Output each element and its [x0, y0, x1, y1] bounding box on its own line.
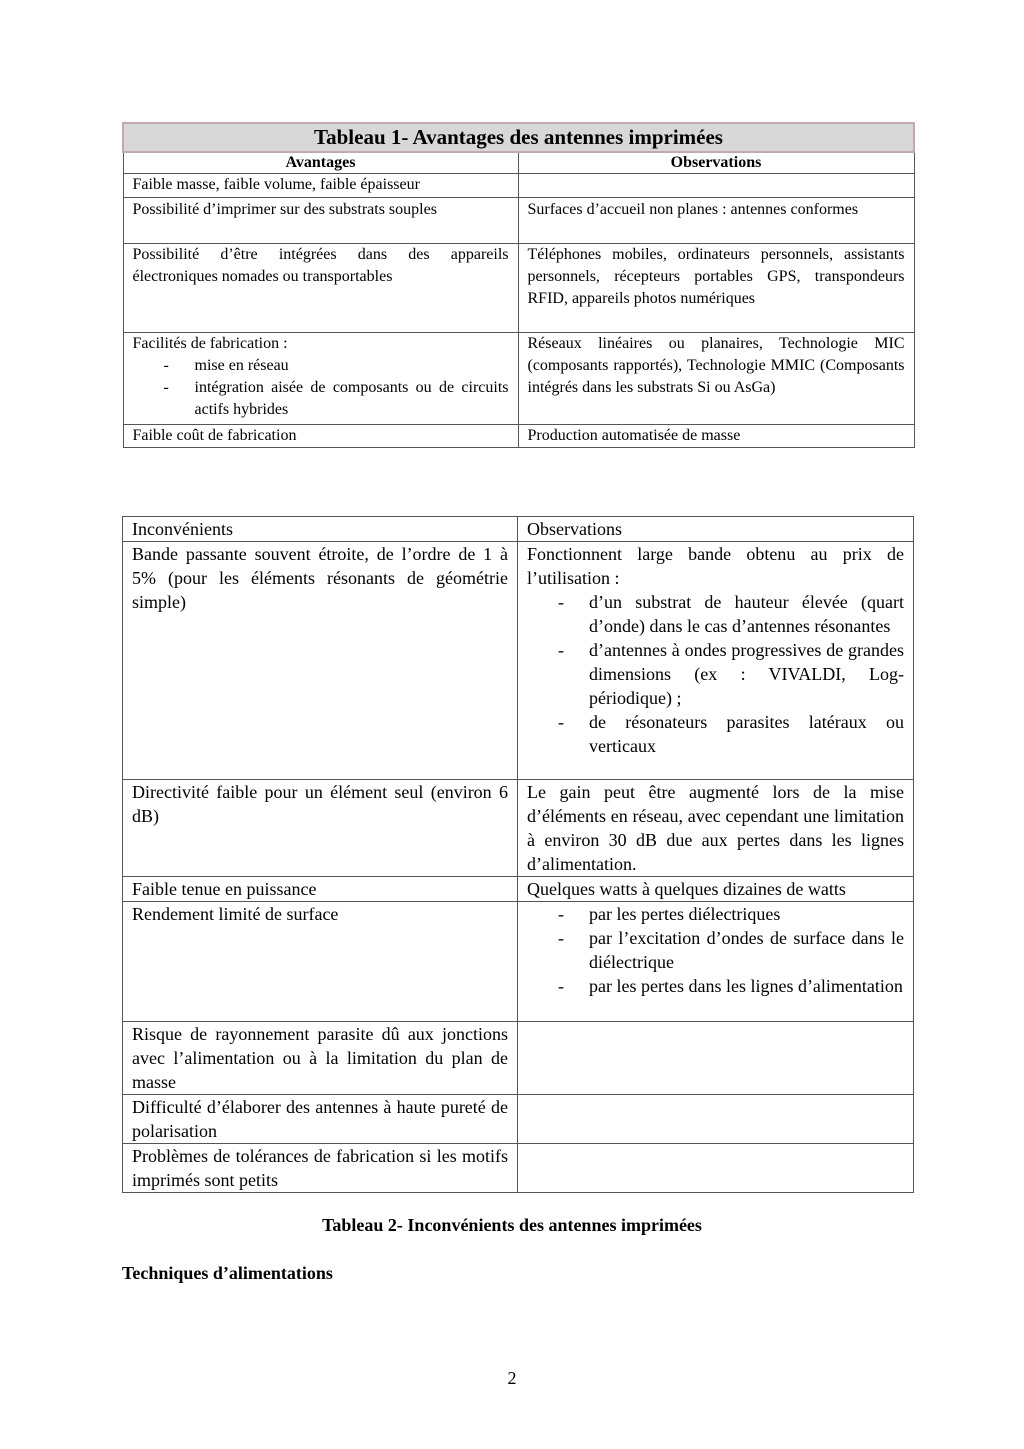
observation-cell — [518, 1022, 914, 1095]
table-row — [123, 780, 914, 877]
table-row — [123, 877, 914, 902]
table-row — [123, 198, 914, 244]
table-row — [123, 902, 914, 1022]
table-row — [123, 333, 914, 425]
observation-list — [527, 902, 904, 998]
advantage-cell: Possibilité d’être intégrées dans des appareils électroniques nomades ou transportables — [123, 244, 518, 333]
drawbacks-table — [122, 516, 914, 1193]
column-header-drawbacks: Inconvénients — [123, 517, 518, 542]
drawback-cell: Rendement limité de surface — [123, 902, 518, 1022]
observation-cell: Quelques watts à quelques dizaines de watts — [518, 877, 914, 902]
observation-intro: Fonctionnent large bande obtenu au prix de l’utilisation : — [527, 544, 904, 588]
list-item: - par l’excitation d’ondes de surface dans le diélectrique — [527, 926, 904, 974]
drawback-cell: Directivité faible pour un élément seul (environ 6 dB) — [123, 780, 518, 877]
observation-cell: Téléphones mobiles, ordinateurs personnels, assistants personnels, récepteurs portables GPS, transpondeurs RFID, appareils photos numériques — [518, 244, 914, 333]
drawback-cell: Risque de rayonnement parasite dû aux jonctions avec l’alimentation ou à la limitation du plan de masse — [123, 1022, 518, 1095]
table-row — [123, 244, 914, 333]
table-row — [123, 542, 914, 780]
table1-title: Tableau 1- Avantages des antennes imprimées — [123, 123, 914, 152]
advantage-cell: Possibilité d’imprimer sur des substrats souples — [123, 198, 518, 244]
column-header-observations: Observations — [518, 152, 914, 174]
table-header-row — [123, 517, 914, 542]
advantage-list — [133, 355, 509, 421]
observation-cell — [518, 542, 914, 780]
table-row — [123, 1095, 914, 1144]
list-item: - de résonateurs parasites latéraux ou verticaux — [527, 710, 904, 758]
table-row — [123, 1022, 914, 1095]
column-header-observations: Observations — [518, 517, 914, 542]
list-item: - intégration aisée de composants ou de circuits actifs hybrides — [133, 377, 509, 421]
advantage-cell: Faible masse, faible volume, faible épaisseur — [123, 174, 518, 198]
observation-cell — [518, 174, 914, 198]
list-item: - d’antennes à ondes progressives de grandes dimensions (ex : VIVALDI, Log-périodique) ; — [527, 638, 904, 710]
table-row — [123, 425, 914, 448]
advantages-table — [122, 122, 915, 448]
column-header-advantages: Avantages — [123, 152, 518, 174]
list-item: - par les pertes dans les lignes d’alimentation — [527, 974, 904, 998]
list-item: - par les pertes diélectriques — [527, 902, 904, 926]
list-item: - mise en réseau — [133, 355, 509, 377]
table-title-row — [123, 123, 914, 152]
list-item: - d’un substrat de hauteur élevée (quart d’onde) dans le cas d’antennes résonantes — [527, 590, 904, 638]
advantage-cell — [123, 333, 518, 425]
observation-cell: Le gain peut être augmenté lors de la mise d’éléments en réseau, avec cependant une limitation à environ 30 dB due aux pertes dans les lignes d’alimentation. — [518, 780, 914, 877]
section-heading: Techniques d’alimentations — [122, 1263, 333, 1283]
drawback-cell: Faible tenue en puissance — [123, 877, 518, 902]
observation-cell: Production automatisée de masse — [518, 425, 914, 448]
table-header-row — [123, 152, 914, 174]
observation-cell: Surfaces d’accueil non planes : antennes conformes — [518, 198, 914, 244]
drawback-cell: Problèmes de tolérances de fabrication si les motifs imprimés sont petits — [123, 1144, 518, 1193]
page-number: 2 — [507, 1368, 517, 1388]
drawback-cell: Bande passante souvent étroite, de l’ordre de 1 à 5% (pour les éléments résonants de géométrie simple) — [123, 542, 518, 780]
table-row — [123, 174, 914, 198]
observation-cell — [518, 1144, 914, 1193]
observation-cell: Réseaux linéaires ou planaires, Technologie MIC (composants rapportés), Technologie MMIC (Composants intégrés dans les substrats Si ou AsGa) — [518, 333, 914, 425]
observation-cell — [518, 902, 914, 1022]
observation-list — [527, 590, 904, 758]
drawback-cell: Difficulté d’élaborer des antennes à haute pureté de polarisation — [123, 1095, 518, 1144]
advantage-cell: Faible coût de fabrication — [123, 425, 518, 448]
table-row — [123, 1144, 914, 1193]
advantage-intro: Facilités de fabrication : — [132, 335, 288, 352]
observation-cell — [518, 1095, 914, 1144]
table2-caption: Tableau 2- Inconvénients des antennes imprimées — [322, 1215, 702, 1235]
